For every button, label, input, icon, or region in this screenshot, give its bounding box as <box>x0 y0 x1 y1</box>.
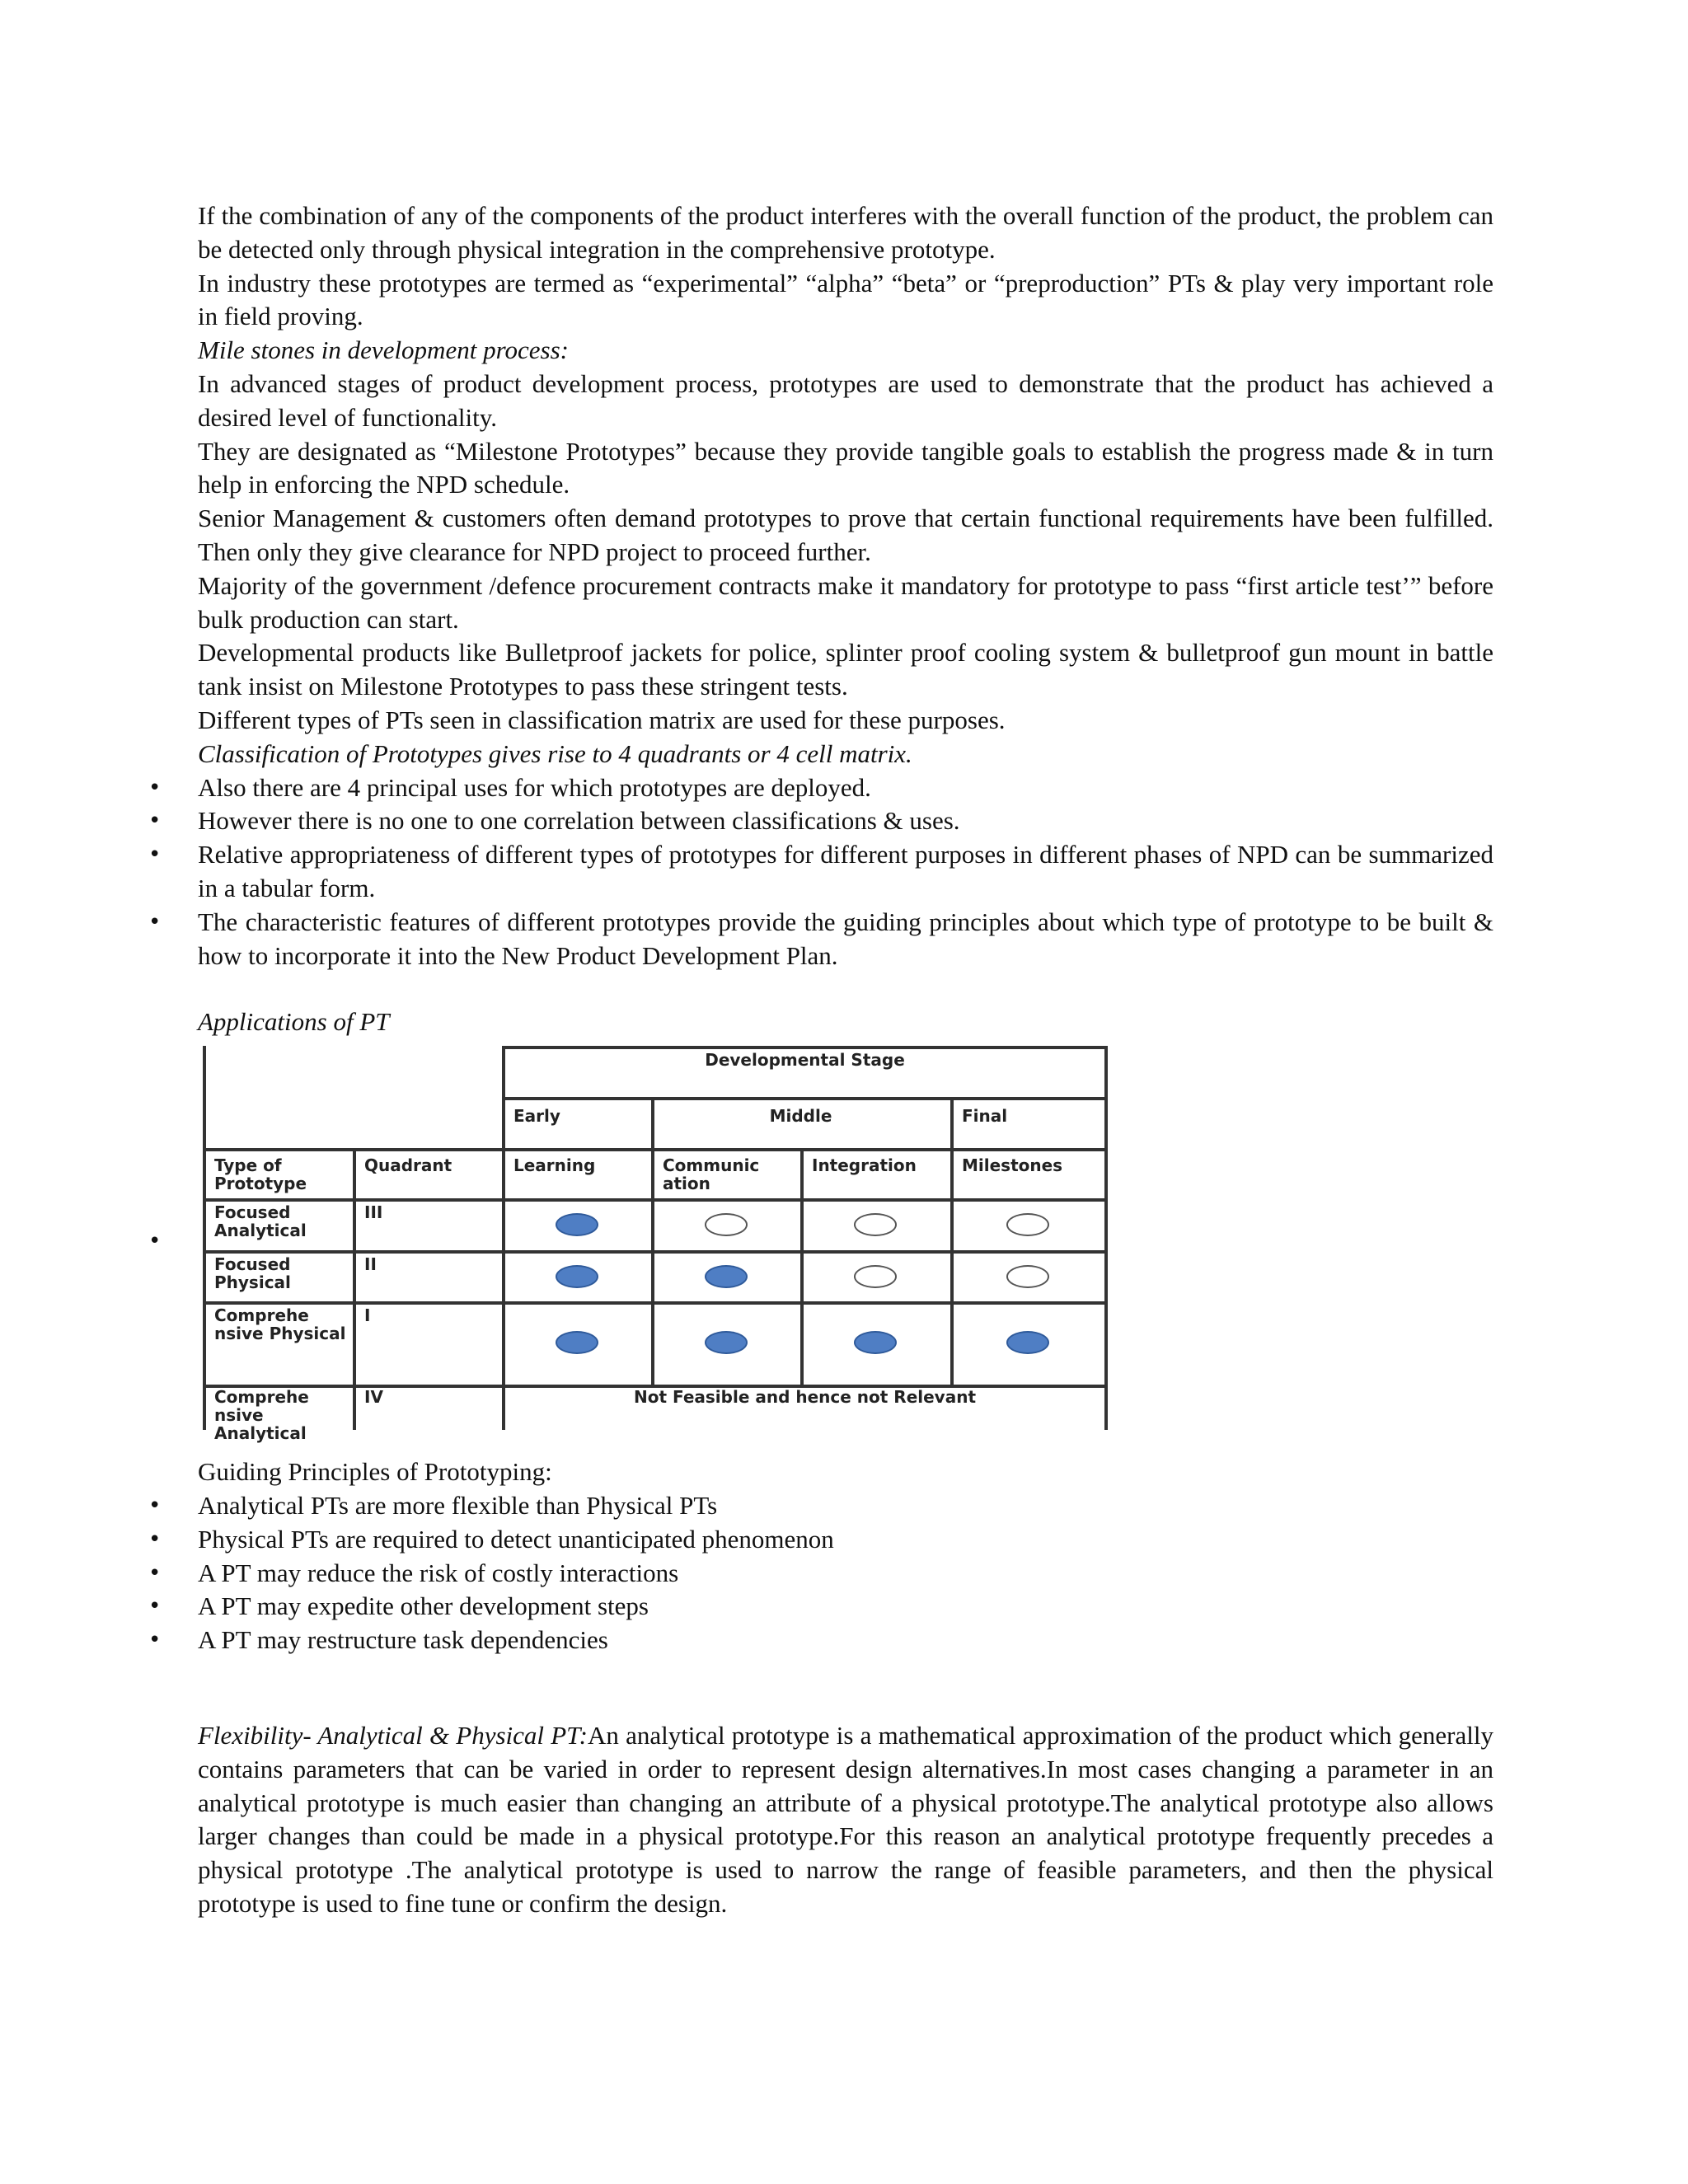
row-type-label: Focused Analytical <box>214 1202 307 1241</box>
section-heading-milestones: Mile stones in development process: <box>198 335 569 365</box>
list-item: • The characteristic features of different prototypes provide the guiding principles about which type of prototype to be built & how to incorporate it into the New Product Development Plan. <box>148 907 1493 970</box>
flexibility-text: An analytical prototype is a mathematical approximation of the product which generally contains parameters that can be varied in order to represent design alternatives.In most cases changing a parameter in an analytical prototype is much easier than changing an attribute of a physical prototype.The analytical prototype also allows larger changes than could be made in a physical prototype.For this reason an analytical prototype frequently precedes a physical prototype .The analytical prototype is used to narrow the range of feasible parameters, and then the physical prototype is used to fine tune or confirm the design. <box>198 1720 1493 1918</box>
list-item: • A PT may reduce the risk of costly interactions <box>198 1557 1493 1591</box>
paragraph: If the combination of any of the components of the product interferes with the overall function of the product, the problem can be detected only through physical integration in the comprehensive prototype. <box>198 201 1493 264</box>
stage-final-header: Final <box>962 1106 1008 1127</box>
paragraph: In industry these prototypes are termed as “experimental” “alpha” “beta” or “preproduction” PTs & play very important role in field proving. <box>198 268 1493 331</box>
bullet-icon: • <box>148 842 162 868</box>
row-type-label: Focused Physical <box>214 1254 291 1293</box>
bullet-icon: • <box>148 1229 162 1254</box>
flexibility-paragraph <box>198 1719 1493 1921</box>
filled-dot-icon <box>705 1265 748 1288</box>
col-integration-header: Integration <box>812 1155 917 1176</box>
stage-early-header: Early <box>513 1106 560 1127</box>
not-feasible-note: Not Feasible and hence not Relevant <box>633 1387 977 1408</box>
row-quadrant-label: II <box>364 1254 377 1275</box>
list-item: • A PT may restructure task dependencies <box>198 1624 1493 1657</box>
paragraph: They are designated as “Milestone Prototypes” because they provide tangible goals to establish the progress made & in turn help in enforcing the NPD schedule. <box>198 436 1493 499</box>
bullet-icon: • <box>148 1594 162 1619</box>
filled-dot-icon <box>556 1265 598 1288</box>
filled-dot-icon <box>1006 1331 1049 1354</box>
bullet-icon: • <box>148 909 162 935</box>
row-quadrant-label: III <box>364 1202 383 1223</box>
bullet-icon: • <box>148 1560 162 1586</box>
filled-dot-icon <box>556 1213 598 1236</box>
list-item: • Physical PTs are required to detect unanticipated phenomenon <box>198 1523 1493 1557</box>
bullet-icon: • <box>148 1493 162 1518</box>
col-quadrant-header: Quadrant <box>364 1155 452 1176</box>
list-item: • Analytical PTs are more flexible than Physical PTs <box>198 1489 1493 1523</box>
row-quadrant-label: I <box>364 1305 371 1326</box>
developmental-stage-header: Developmental Stage <box>705 1050 905 1071</box>
col-milestones-header: Milestones <box>962 1155 1063 1176</box>
bullet-icon: • <box>148 808 162 834</box>
empty-dot-icon <box>854 1213 897 1236</box>
list-item: • Relative appropriateness of different types of prototypes for different purposes in different phases of NPD can be summarized in a tabular form. <box>148 840 1493 902</box>
applications-figure <box>148 1039 1493 1447</box>
paragraph: Senior Management & customers often demand prototypes to prove that certain functional requirements have been fulfilled. Then only they give clearance for NPD project to proceed further. <box>198 504 1493 566</box>
empty-dot-icon <box>854 1265 897 1288</box>
paragraph: Different types of PTs seen in classification matrix are used for these purposes. <box>198 705 1006 734</box>
paragraph: Developmental products like Bulletproof jackets for police, splinter proof cooling system & bulletproof gun mount in battle tank insist on Milestone Prototypes to pass these stringent tests. <box>198 638 1493 701</box>
empty-dot-icon <box>1006 1265 1049 1288</box>
empty-dot-icon <box>705 1213 748 1236</box>
col-learning-header: Learning <box>513 1155 596 1176</box>
guiding-bullet-list <box>148 1489 1493 1657</box>
paragraph: In advanced stages of product development process, prototypes are used to demonstrate that the product has achieved a desired level of functionality. <box>198 368 1493 432</box>
list-item: • A PT may expedite other development steps <box>198 1590 1493 1624</box>
bullet-icon: • <box>148 775 162 800</box>
list-item: • However there is no one to one correlation between classifications & uses. <box>198 804 1493 838</box>
col-type-header: Type of Prototype <box>214 1155 307 1194</box>
filled-dot-icon <box>705 1331 748 1354</box>
applications-heading: Applications of PT <box>198 1007 390 1037</box>
row-type-label: Comprehe nsive Physical <box>214 1305 346 1344</box>
flexibility-label: Flexibility- Analytical & Physical PT: <box>198 1720 588 1750</box>
stage-middle-header: Middle <box>769 1106 832 1127</box>
guiding-heading: Guiding Principles of Prototyping: <box>198 1457 552 1487</box>
document-body <box>148 199 1493 1921</box>
applications-table <box>203 1046 1108 1444</box>
filled-dot-icon <box>854 1331 897 1354</box>
list-item: • Also there are 4 principal uses for which prototypes are deployed. <box>198 771 1493 805</box>
col-communication-header: Communic ation <box>663 1155 760 1194</box>
filled-dot-icon <box>556 1331 598 1354</box>
row-quadrant-label: IV <box>364 1387 383 1408</box>
bullet-icon: • <box>148 1628 162 1653</box>
bullet-icon: • <box>148 1526 162 1552</box>
uses-bullet-list <box>148 771 1493 973</box>
classification-note: Classification of Prototypes gives rise to 4 quadrants or 4 cell matrix. <box>198 738 912 768</box>
row-type-label: Comprehe nsive Analytical <box>214 1387 309 1444</box>
empty-dot-icon <box>1006 1213 1049 1236</box>
paragraph: Majority of the government /defence procurement contracts make it mandatory for prototype to pass “first article test’” before bulk production can start. <box>198 570 1493 634</box>
